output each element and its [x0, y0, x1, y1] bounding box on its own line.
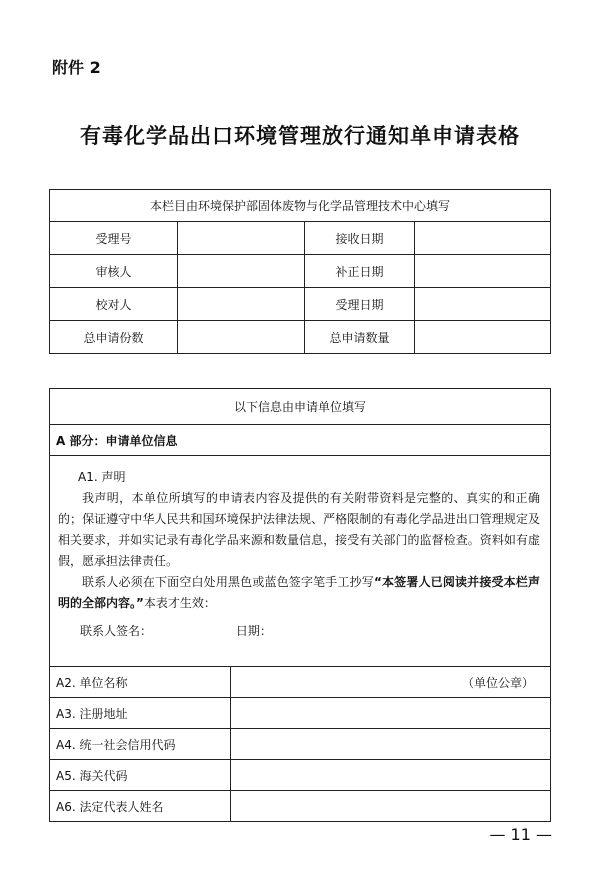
acceptance-date-label: 受理日期 [305, 288, 415, 321]
document-title: 有毒化学品出口环境管理放行通知单申请表格 [80, 124, 520, 148]
table-row [50, 729, 551, 760]
total-quantity-label: 总申请数量 [305, 321, 415, 354]
reviewer-label: 审核人 [50, 255, 178, 288]
unit-name-cell[interactable] [231, 667, 551, 698]
total-applications-cell[interactable] [178, 321, 305, 354]
instruction-quote: “本签署人已阅读并接受本栏声明的全部内容。” [58, 575, 541, 610]
credit-code-cell[interactable] [231, 729, 551, 760]
registered-address-label: A3. 注册地址 [50, 698, 231, 729]
table-row [50, 791, 551, 822]
signature-line [80, 622, 272, 639]
receipt-date-label: 接收日期 [305, 222, 415, 255]
page-number: — 11 — [489, 825, 552, 844]
customs-code-label: A5. 海关代码 [50, 760, 231, 791]
declaration-text: 我声明，本单位所填写的申请表内容及提供的有关附带资料是完整的、真实的和正确的；保证遵守中华人民共和国环境保护法律法规、严格限制的有毒化学品进出口管理规定及相关要求，并如实记录有毒化学品来源和数量信息，接受有关部门的监督检查。资料如有虚假，愿承担法律责任。 [58, 491, 541, 568]
table-row [50, 667, 551, 698]
part-a-heading: A 部分：申请单位信息 [50, 425, 551, 456]
customs-code-cell[interactable] [231, 760, 551, 791]
table-row [50, 288, 551, 321]
applicant-section-table [49, 388, 551, 822]
table-row [50, 698, 551, 729]
declaration-block [50, 456, 551, 667]
acceptance-date-cell[interactable] [415, 288, 551, 321]
reviewer-cell[interactable] [178, 255, 305, 288]
instruction-prefix: 联系人必须在下面空白处用黑色或蓝色签字笔手工抄写 [82, 575, 374, 589]
instruction-text [58, 572, 540, 614]
table-row [50, 222, 551, 255]
acceptance-number-label: 受理号 [50, 222, 178, 255]
table-row [50, 760, 551, 791]
unit-seal-note: （单位公章） [462, 675, 535, 690]
acceptance-number-cell[interactable] [178, 222, 305, 255]
table-row [50, 321, 551, 354]
legal-rep-label: A6. 法定代表人姓名 [50, 791, 231, 822]
attachment-label: 附件 2 [52, 58, 101, 77]
legal-rep-cell[interactable] [231, 791, 551, 822]
unit-name-label: A2. 单位名称 [50, 667, 231, 698]
credit-code-label: A4. 统一社会信用代码 [50, 729, 231, 760]
proofreader-label: 校对人 [50, 288, 178, 321]
correction-date-cell[interactable] [415, 255, 551, 288]
admin-section-table [49, 189, 551, 354]
instruction-suffix: 本表才生效： [143, 596, 216, 610]
registered-address-cell[interactable] [231, 698, 551, 729]
total-applications-label: 总申请份数 [50, 321, 178, 354]
applicant-section-header: 以下信息由申请单位填写 [50, 389, 551, 425]
date-label: 日期： [235, 624, 272, 638]
total-quantity-cell[interactable] [415, 321, 551, 354]
a1-heading: A1. 声明 [78, 470, 126, 484]
proofreader-cell[interactable] [178, 288, 305, 321]
table-row [50, 255, 551, 288]
receipt-date-cell[interactable] [415, 222, 551, 255]
signature-label: 联系人签名： [80, 624, 153, 638]
admin-section-header: 本栏目由环境保护部固体废物与化学品管理技术中心填写 [50, 190, 551, 222]
correction-date-label: 补正日期 [305, 255, 415, 288]
